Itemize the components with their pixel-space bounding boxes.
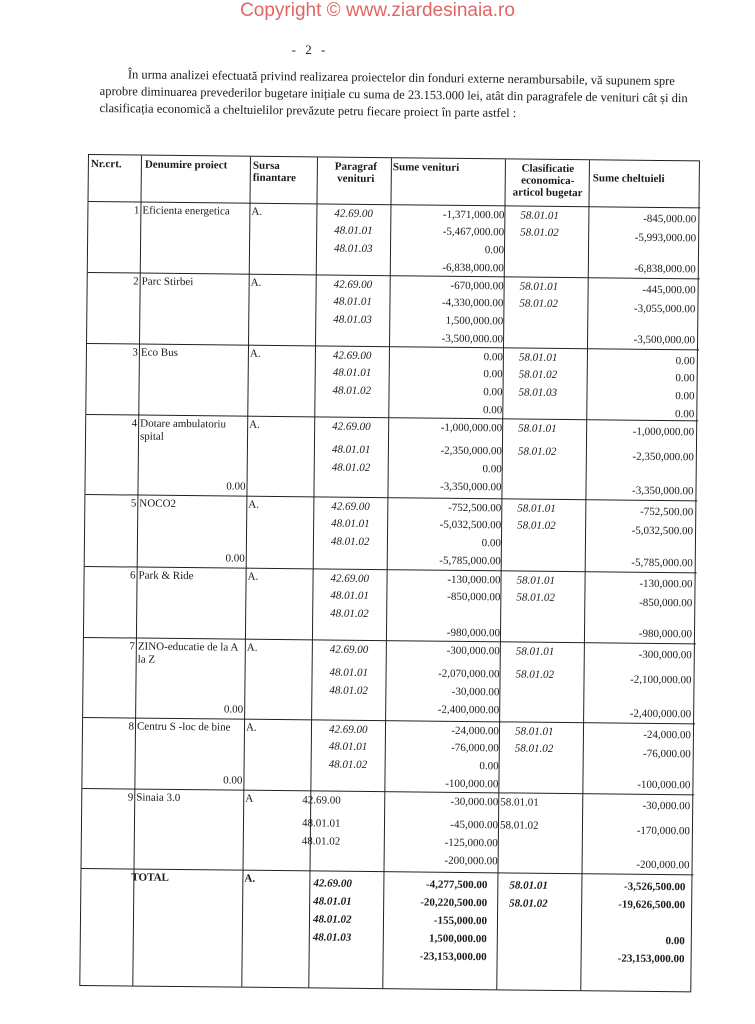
- cheltuieli-value: 0.00: [675, 355, 695, 368]
- cheltuieli-value: -845,000.00: [643, 212, 697, 226]
- cheltuieli-value: -3,500,000.00: [633, 333, 696, 347]
- project-name: Centru S -loc de bine: [136, 720, 231, 734]
- clasificatie-code: 58.01.01: [520, 209, 559, 222]
- row-number: 3: [132, 346, 138, 359]
- venituri-value: -30,000.00: [450, 795, 499, 809]
- funding-source: A.: [248, 498, 260, 511]
- venituri-value: -2,400,000.00: [437, 703, 500, 717]
- page-number: - 2 -: [291, 42, 329, 57]
- intro-paragraph: [99, 66, 690, 124]
- project-name: NOCO2: [139, 497, 177, 510]
- clasificatie-code: 58.01.01: [500, 796, 539, 809]
- total-cheltuieli-value: -19,626,500.00: [618, 898, 686, 912]
- funding-source: A.: [245, 721, 257, 734]
- clasificatie-code: 58.01.02: [499, 819, 539, 832]
- table-row: [88, 202, 701, 279]
- venituri-value: -2,070,000.00: [438, 667, 500, 681]
- total-cheltuieli-value: -3,526,500.00: [623, 880, 686, 894]
- clasificatie-code: 58.01.02: [514, 742, 554, 755]
- cheltuieli-value: -2,400,000.00: [629, 707, 692, 721]
- paragraf-code: 42.69.00: [334, 207, 373, 220]
- project-name: Eficienta energetica: [142, 204, 230, 218]
- venituri-value: -1,371,000.00: [442, 208, 505, 222]
- venituri-value: -6,838,000.00: [442, 261, 504, 275]
- project-name: Parc Stirbei: [141, 275, 194, 289]
- venituri-value: -30,000.00: [451, 685, 500, 699]
- cheltuieli-value: -76,000.00: [643, 747, 691, 761]
- paragraf-code: 48.01.01: [331, 517, 370, 530]
- funding-source: A.: [246, 641, 258, 654]
- cheltuieli-value: -3,350,000.00: [632, 484, 694, 498]
- header-sume-venituri: Sume venituri: [392, 161, 460, 174]
- venituri-value: -300,000.00: [446, 644, 500, 658]
- venituri-value: -100,000.00: [445, 777, 499, 791]
- venituri-value: -2,350,000.00: [440, 444, 502, 458]
- clasificatie-code: 58.01.02: [516, 591, 555, 604]
- paragraf-code: 48.01.01: [333, 295, 373, 308]
- venituri-value: -130,000.00: [447, 573, 501, 587]
- project-name: ZINO-educatie de la A la Z: [137, 640, 238, 666]
- total-cheltuieli-value: -23,153,000.00: [617, 952, 685, 966]
- paragraf-code: 48.01.01: [331, 443, 371, 456]
- venituri-value: -5,467,000.00: [442, 225, 505, 239]
- total-paragraf-code: 48.01.01: [313, 895, 352, 908]
- project-zero-value: 0.00: [223, 703, 244, 716]
- clasificatie-code: 58.01.01: [514, 725, 554, 738]
- cheltuieli-value: -130,000.00: [639, 577, 693, 591]
- total-paragraf-code: 48.01.03: [312, 931, 352, 944]
- paragraf-code: 48.01.03: [333, 242, 373, 255]
- funding-source: A.: [250, 276, 262, 289]
- venituri-value: -752,500.00: [448, 501, 502, 515]
- venituri-value: -3,500,000.00: [441, 332, 504, 346]
- venituri-value: -200,000.00: [444, 854, 498, 868]
- project-name: Dotare ambulatoriu spital: [139, 417, 227, 443]
- venituri-value: 0.00: [479, 760, 499, 773]
- header-denumire: Denumire proiect: [144, 158, 228, 172]
- total-paragraf-code: 42.69.00: [313, 877, 352, 890]
- cheltuieli-value: -5,993,000.00: [634, 231, 697, 245]
- clasificatie-code: 58.01.01: [515, 645, 555, 658]
- total-paragraf-code: 48.01.02: [312, 913, 352, 926]
- project-zero-value: 0.00: [226, 480, 246, 493]
- funding-source: A.: [247, 570, 259, 583]
- paragraf-code: 48.01.02: [330, 535, 370, 548]
- clasificatie-code: 58.01.01: [517, 502, 556, 515]
- funding-source: A.: [249, 347, 261, 360]
- paragraf-code: 48.01.02: [328, 758, 368, 771]
- total-source: A.: [244, 872, 256, 885]
- copyright-watermark: Copyright © www.ziardesinaia.ro: [240, 0, 515, 21]
- cheltuieli-value: -100,000.00: [637, 778, 691, 792]
- cheltuieli-value: 0.00: [675, 390, 695, 403]
- venituri-value: -125,000.00: [444, 836, 498, 850]
- intro-text: În urma analizei efectuată privind realizarea proiectelor din fonduri externe nerambursabile, vă supunem spre aprobre diminuarea prevederilor bugetare inițiale cu suma de 23.153.000 lei, atât din paragrafele de venituri cât și din clasificația economică a cheltuielilor prevăzute petru fiecare proiect în parte astfel :: [99, 67, 688, 121]
- table-row: [87, 273, 700, 350]
- clasificatie-code: 58.01.01: [518, 422, 557, 435]
- venituri-value: -24,000.00: [451, 724, 500, 738]
- clasificatie-code: 58.01.02: [519, 297, 559, 310]
- paragraf-code: 48.01.02: [331, 461, 371, 474]
- total-venituri-value: -20,220,500.00: [420, 896, 488, 910]
- project-name: Park & Ride: [138, 569, 194, 583]
- cheltuieli-value: -980,000.00: [638, 627, 693, 641]
- budget-table: [79, 154, 700, 992]
- project-zero-value: 0.00: [223, 774, 243, 787]
- venituri-value: 0.00: [483, 368, 503, 381]
- total-venituri-value: -23,153,000.00: [419, 950, 487, 964]
- clasificatie-code: 58.01.02: [515, 668, 555, 681]
- project-name: Eco Bus: [140, 346, 178, 359]
- paragraf-code: 48.01.02: [329, 684, 368, 697]
- cheltuieli-value: -752,500.00: [640, 505, 694, 519]
- paragraf-code: 48.01.02: [332, 384, 372, 397]
- cheltuieli-value: -200,000.00: [636, 858, 690, 872]
- row-number: 6: [130, 569, 136, 582]
- cheltuieli-value: -24,000.00: [643, 728, 692, 742]
- venituri-value: -3,350,000.00: [440, 480, 502, 494]
- cheltuieli-value: -5,032,500.00: [631, 524, 694, 538]
- paragraf-code: 48.01.02: [330, 607, 369, 620]
- cheltuieli-value: -5,785,000.00: [631, 556, 693, 570]
- row-number: 4: [131, 417, 138, 430]
- cheltuieli-value: -850,000.00: [639, 596, 693, 610]
- total-venituri-value: 1,500,000.00: [428, 932, 487, 946]
- row-number: 1: [133, 204, 140, 217]
- cheltuieli-value: -30,000.00: [642, 799, 691, 813]
- cheltuieli-value: -6,838,000.00: [634, 262, 696, 276]
- header-paragraf: Paragraf venituri: [334, 160, 378, 186]
- cheltuieli-value: -300,000.00: [638, 648, 692, 662]
- clasificatie-code: 58.01.02: [517, 445, 557, 458]
- venituri-value: -1,000,000.00: [440, 421, 503, 435]
- table-row: [84, 567, 697, 644]
- clasificatie-code: 58.01.03: [518, 386, 558, 399]
- table-row-total: [80, 869, 693, 993]
- table-row: [83, 638, 696, 724]
- paragraf-code: 48.01.01: [329, 666, 369, 679]
- total-clasificatie-code: 58.01.02: [509, 897, 548, 910]
- funding-source: A: [245, 792, 254, 805]
- paragraf-code: 42.69.00: [302, 794, 341, 807]
- venituri-value: -5,785,000.00: [439, 554, 501, 568]
- venituri-value: -4,330,000.00: [441, 296, 504, 310]
- header-sume-cheltuieli: Sume cheltuieli: [592, 172, 665, 186]
- paragraf-code: 42.69.00: [332, 349, 372, 362]
- venituri-value: 0.00: [484, 244, 505, 257]
- table-row: [82, 718, 695, 795]
- total-cheltuieli-value: 0.00: [665, 935, 685, 948]
- venituri-value: 0.00: [483, 386, 503, 399]
- row-number: 2: [133, 275, 139, 288]
- row-number: 5: [130, 497, 137, 510]
- paragraf-code: 42.69.00: [328, 723, 368, 736]
- paragraf-code: 42.69.00: [329, 643, 369, 656]
- venituri-value: 0.00: [482, 463, 502, 476]
- paragraf-code: 48.01.01: [332, 366, 372, 379]
- paragraf-code: 48.01.02: [301, 835, 341, 848]
- header-nr: Nr.crt.: [90, 158, 122, 171]
- paragraf-code: 48.01.03: [333, 313, 372, 326]
- venituri-value: 0.00: [483, 351, 503, 364]
- paragraf-code: 42.69.00: [331, 500, 370, 513]
- paragraf-code: 48.01.01: [334, 224, 373, 237]
- cheltuieli-value: 0.00: [675, 372, 695, 385]
- header-clasificatie: Clasificatie economica-articol bugetar: [512, 162, 583, 200]
- paragraf-code: 48.01.01: [301, 817, 341, 830]
- venituri-value: -45,000.00: [450, 818, 499, 832]
- venituri-value: 0.00: [481, 537, 502, 550]
- header-sursa: Sursa finantare: [252, 159, 297, 185]
- row-number: 7: [129, 640, 135, 653]
- clasificatie-code: 58.01.01: [518, 351, 558, 364]
- venituri-value: -5,032,500.00: [439, 518, 502, 532]
- paragraf-code: 42.69.00: [330, 572, 370, 585]
- row-number: 9: [127, 791, 134, 804]
- row-number: 8: [128, 720, 135, 733]
- cheltuieli-value: -445,000.00: [642, 283, 696, 297]
- venituri-value: -76,000.00: [451, 741, 499, 755]
- paragraf-code: 42.69.00: [333, 278, 373, 291]
- total-clasificatie-code: 58.01.01: [509, 879, 548, 892]
- funding-source: A.: [249, 418, 260, 431]
- paragraf-code: 42.69.00: [332, 420, 371, 433]
- clasificatie-code: 58.01.02: [518, 368, 558, 381]
- table-row: [86, 344, 699, 421]
- clasificatie-code: 58.01.02: [517, 519, 556, 532]
- table-row: [85, 415, 698, 501]
- venituri-value: 1,500,000.00: [445, 314, 504, 328]
- venituri-value: 0.00: [483, 404, 503, 417]
- cheltuieli-value: -2,100,000.00: [630, 673, 692, 687]
- cheltuieli-value: 0.00: [674, 408, 695, 421]
- paragraf-code: 48.01.01: [330, 589, 369, 602]
- cheltuieli-value: -170,000.00: [636, 824, 691, 838]
- venituri-value: -670,000.00: [450, 279, 504, 293]
- clasificatie-code: 58.01.01: [516, 574, 556, 587]
- total-label: TOTAL: [131, 871, 169, 884]
- project-zero-value: 0.00: [225, 552, 245, 565]
- venituri-value: -850,000.00: [447, 590, 501, 604]
- cheltuieli-value: -1,000,000.00: [632, 425, 695, 439]
- total-venituri-value: -155,000.00: [433, 914, 488, 928]
- clasificatie-code: 58.01.02: [520, 226, 559, 239]
- project-name: Sinaia 3.0: [136, 791, 181, 805]
- cheltuieli-value: -3,055,000.00: [633, 302, 696, 316]
- cheltuieli-value: -2,350,000.00: [632, 450, 694, 464]
- table-row: [82, 789, 695, 875]
- total-venituri-value: -4,277,500.00: [425, 878, 488, 892]
- paragraf-code: 48.01.01: [328, 740, 368, 753]
- funding-source: A.: [251, 205, 263, 218]
- table-row: [85, 495, 698, 573]
- clasificatie-code: 58.01.01: [519, 280, 559, 293]
- venituri-value: -980,000.00: [446, 626, 501, 640]
- table-header: [88, 155, 700, 208]
